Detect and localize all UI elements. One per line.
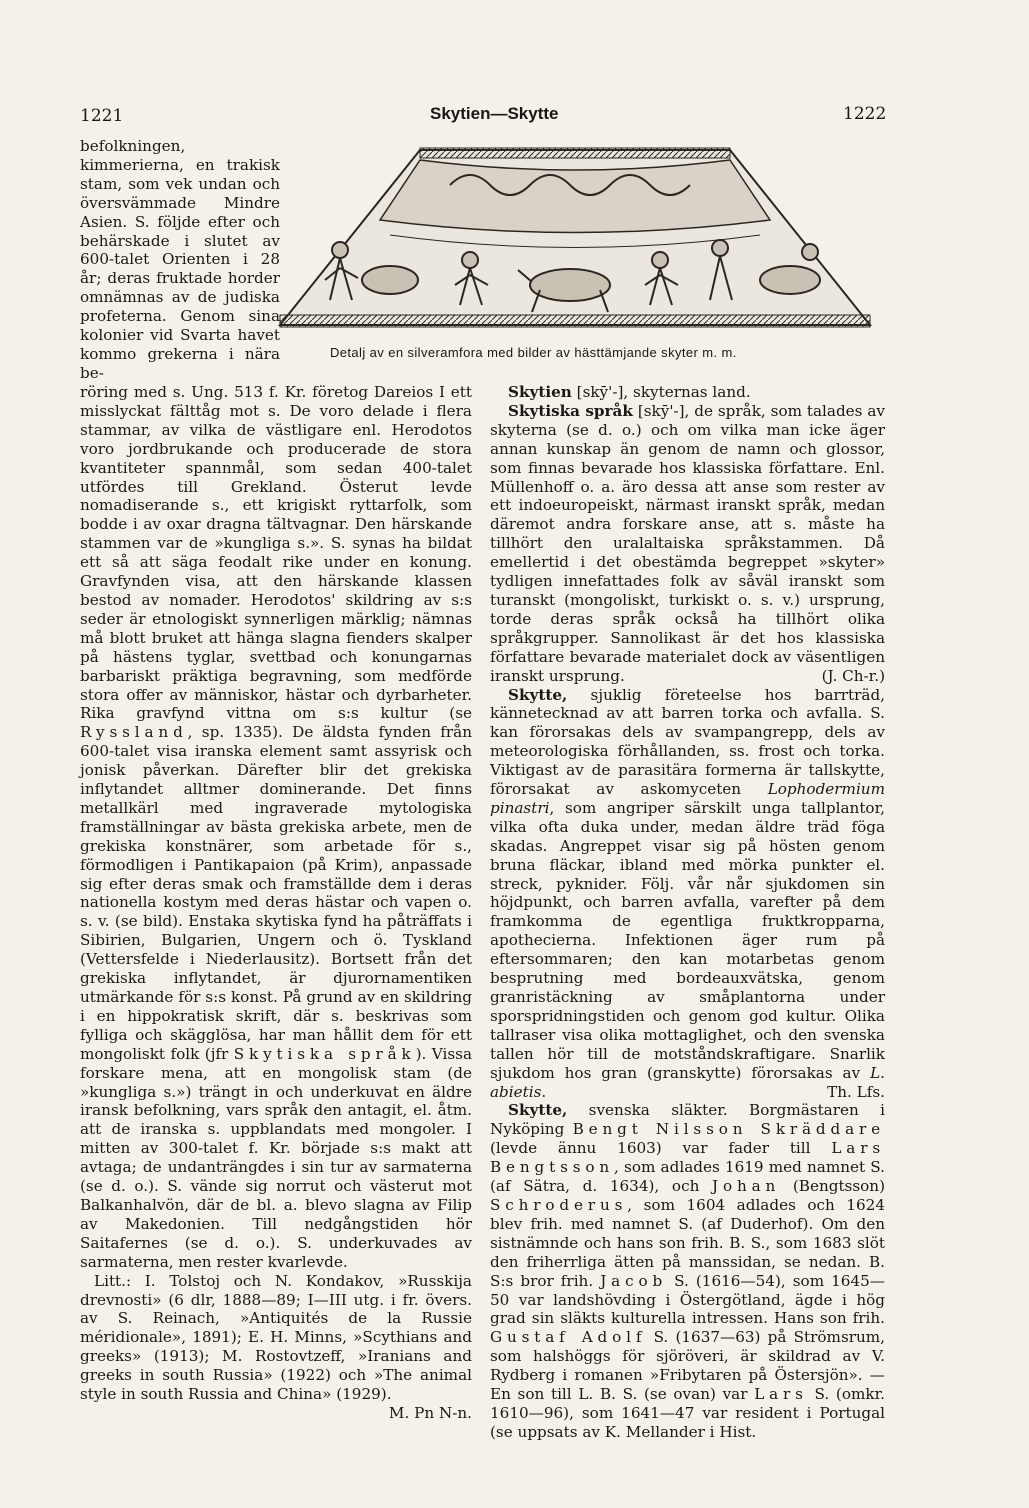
left-top-paragraph: befolkningen, kimmerierna, en trakisk stam, som vek undan och översvämmade Mindre Asien. S. följde efter och behärskade i slutet av 600-talet Orienten i 28 år; deras fruktade horder omnämnas av de judiska profeterna. Genom sina kolonier vid Svarta havet kommo grekerna i nära be-: [80, 137, 280, 382]
entry-headword: Skytiska språk: [508, 401, 633, 420]
cross-ref-ryssland[interactable]: Ryssland: [80, 723, 188, 742]
cross-ref-skytiska-sprak[interactable]: Skytiska språk: [233, 1044, 416, 1063]
author-signature: (J. Ch-r.): [821, 666, 885, 685]
entry-skytien: [490, 383, 885, 402]
entry-headword: Skytte,: [508, 685, 568, 704]
latin-name: L. abietis: [490, 1063, 885, 1101]
author-signature: Th. Lfs.: [827, 1082, 885, 1101]
entry-headword: Skytte,: [508, 1101, 568, 1120]
text-span: [skȳ'-], de språk, som talades av skyterna (se d. o.) och om vilka man icke äger annan kunskap än genom de namn och glossor, som finnas bevarade hos klassiska författare. Enl. Müllenhoff o. a. äro dessa att anse som rester av ett indoeuropeiskt, närmast iranskt språk, medan däremot andra forskare anse, att s. måste ha tillhört den uralaltaiska språkstammen. Då emellertid i det obestämda begreppet »skyter» tydligen innefattades folk av såväl iranskt som turanskt (mongoliskt, turkiskt o. s. v.) ursprung, torde deras språk också ha tillhört olika språkgrupper. Sannolikast är det hos klassiska författare bevarade materialet dock av väsentligen iranskt ursprung.: [490, 401, 885, 685]
text-span: , som 1604 adlades och 1624 blev frih. med namnet S. (af Duderhof). Om den sistnämnde och hans son frih. B. S., som 1683 slöt den friherrliga ätten på manssidan, se nedan. B. S:s bror frih.: [490, 1195, 885, 1290]
text-span: S. (1637—63) på Strömsrum, som halshöggs för sjöröveri, är skildrad av V. Rydberg i romanen »Fribytaren på Östersjön». — En son till L. B. S. (se ovan) var: [490, 1328, 886, 1404]
text-span: (Bengtsson): [780, 1177, 885, 1196]
entry-skytte-family: [490, 1101, 885, 1441]
person-name: Gustaf Adolf: [490, 1328, 647, 1347]
entry-headword: Skytien: [508, 383, 572, 401]
amphora-illustration: [270, 140, 880, 330]
text-span: , som angriper särskilt unga tallplantor, vilka ofta duka under, medan äldre träd föga skadas. Angreppet visar sig på hösten genom bruna fläckar, ibland med mörka punkter el. streck, pyknider. Följ. vår når sjukdomen sin höjdpunkt, och barren avfalla, varefter på dem framkomma de egentliga fruktkropparna, apothecierna. Infektionen äger rum på eftersommaren; den kan motarbetas genom besprutning med bordeauxvätska, genom granristäckning av småplantorna under sporspridningstiden och genom god kultur. Olika tallraser visa olika mottaglighet, och den svenska tallen hör till de motståndskraftigare. Snarlik sjukdom hos gran (granskytte) förorsakas av: [490, 798, 885, 1082]
scyth-history-paragraph: [80, 383, 472, 1272]
person-name: Lars: [754, 1385, 808, 1404]
page-number-right: 1222: [843, 104, 887, 124]
text-span: ). Vissa forskare mena, att en mongolisk stam (de »kungliga s.») trängt in och underkuvat en äldre iransk befolkning, vars språk den antagit, el. åtm. att de iranska s. uppblandats med mongoler. I mitten av 300-talet f. Kr. började s:s makt att avtaga; de undanträngdes i sin tur av sarmaterna (se d. o.). S. vände sig norrut och västerut mot Balkanhalvön, där de bl. a. blevo slagna av Filip av Makedonien. Till nedgångstiden hör Saitafernes (se d. o.). S. underkuvades av sarmaterna, men rester kvarlevde.: [80, 1044, 472, 1271]
text-span: Rika gravfynd vittna om s:s kultur (se: [80, 704, 472, 723]
author-signature: M. Pn N-n.: [388, 1403, 472, 1422]
text-span: [skȳ'-], skyternas land.: [571, 383, 751, 401]
person-name: Lars Bengtsson: [490, 1139, 885, 1177]
person-name: Jacob: [600, 1271, 668, 1290]
figure-caption: Detalj av en silveramfora med bilder av hästtämjande skyter m. m.: [330, 345, 737, 360]
literature-paragraph: [80, 1271, 472, 1422]
entry-skytte-disease: [490, 686, 885, 1102]
text-span: S. (1616—54), som 1645—50 var landshövding i Östergötland, ägde i hög grad sin släkts kulturella intressen. Hans son frih.: [490, 1271, 885, 1328]
text-span: (levde ännu 1603) var fader till: [490, 1139, 832, 1158]
entry-skytiska-sprak: [490, 402, 885, 686]
text-span: sjuklig företeelse hos barrträd, kännetecknad av att barren torka och avfalla. S. kan förorsakas dels av svampangrepp, dels av meteorologiska förhållanden, ss. frost och torka. Viktigast av de parasitära formerna är tallskytte, förorsakat av askomyceten: [490, 685, 885, 799]
text-span: , som adlades 1619 med namnet S. (af Sätra, d. 1634), och: [490, 1158, 885, 1196]
right-column: [490, 383, 885, 1442]
latin-name: Lophodermium pinastri: [490, 780, 885, 817]
person-name: Schroderus: [490, 1195, 628, 1214]
running-title: Skytien—Skytte: [430, 104, 559, 123]
left-column: [80, 383, 472, 1423]
page-number-left: 1221: [80, 106, 124, 126]
text-span: .: [541, 1082, 547, 1101]
person-name: Johan: [712, 1177, 781, 1196]
text-span: röring med s. Ung. 513 f. Kr. företog Dareios I ett misslyckat fälttåg mot s. De voro delade i flera stammar, av vilka de västligare enl. Herodotos voro jordbrukande och producerade de stora kvantiteter spannmål, som sedan 400-talet utfördes till Grekland. Österut levde nomadiserande s., ett krigiskt ryttarfolk, som bodde i av oxar dragna tältvagnar. Den härskande stammen var de »kungliga s.». S. synas ha bildat ett så att säga feodalt rike under en konung. Gravfynden visa, att den härskande klassen bestod av nomader. Herodotos' skildring av s:s seder är etnologiskt synnerligen märklig; nämnas må blott bruket att hänga slagna fienders skalper på hästens tyglar, svettbad och konungarnas barbariskt präktiga begravning, som medförde stora offer av människor, hästar och dyrbarheter.: [80, 383, 472, 704]
literature-text: Litt.: I. Tolstoj och N. Kondakov, »Russkija drevnosti» (6 dlr, 1888—89; I—III utg. i fr. övers. av S. Reinach, »Antiquités de la Russie méridionale», 1891); E. H. Minns, »Scythians and greeks» (1913); M. Rostovtzeff, »Iranians and greeks in south Russia» (1922) och »The animal style in south Russia and China» (1929).: [80, 1271, 472, 1404]
text-span: svenska släkter. Borgmästaren i Nyköping: [490, 1101, 885, 1139]
text-span: S. (omkr. 1610—96), som 1641—47 var resident i Portugal (se uppsats av K. Mellander i Hist.: [490, 1385, 886, 1441]
person-name: Bengt Nilsson Skräddare: [572, 1120, 885, 1139]
text-span: , sp. 1335). De äldsta fynden från 600-talet visa iranska element samt assyrisk och jonisk påverkan. Därefter blir det grekiska inflytandet alltmer dominerande. Det finns metallkärl med ingraverade mytologiska framställningar av bästa grekiska arbete, men de grekiska konstnärer, som arbetade för s., förmodligen i Pantikapaion (på Krim), anpassade sig efter deras smak och framställde dem i deras nationella kostym med deras hästar och vapen o. s. v. (se bild). Enstaka skytiska fynd ha påträffats i Sibirien, Bulgarien, Ungern och ö. Tyskland (Vettersfelde i Niederlausitz). Bortsett från det grekiska inflytandet, är djurornamentiken utmärkande för s:s konst. På grund av en skildring i en hippokratisk skrift, där s. beskrivas som fylliga och skägglösa, har man hållit dem för ett mongoliskt folk (jfr: [80, 723, 472, 1063]
left-column-top: [80, 137, 280, 383]
